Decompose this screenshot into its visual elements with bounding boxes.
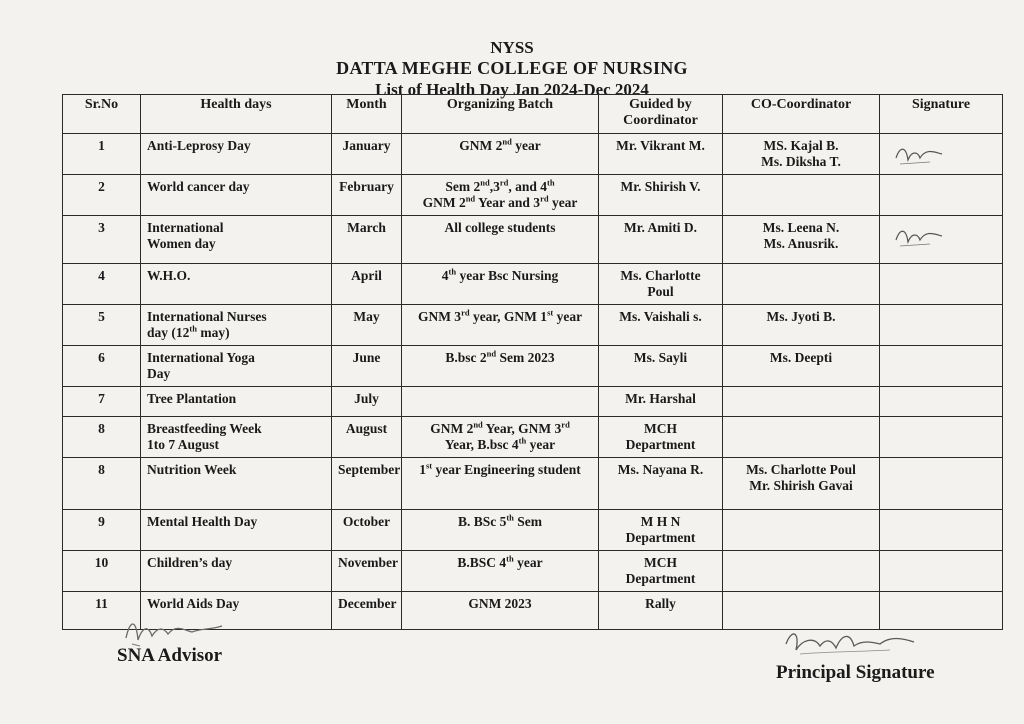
college-name: DATTA MEGHE COLLEGE OF NURSING <box>336 58 688 78</box>
organizing-batch-cell: GNM 2nd Year, GNM 3rd Year, B.bsc 4th year <box>402 417 599 458</box>
sr-no-cell: 6 <box>63 346 141 387</box>
organizing-batch-cell <box>402 387 599 417</box>
health-day-cell: Children’s day <box>141 551 332 592</box>
sr-no-cell: 7 <box>63 387 141 417</box>
month-cell: January <box>332 134 402 175</box>
sr-no-cell: 11 <box>63 592 141 630</box>
table-row <box>63 417 1003 458</box>
sr-no-cell: 8 <box>63 417 141 458</box>
co-coordinator-cell: Ms. Leena N. Ms. Anusrik. <box>723 216 880 264</box>
signature-cell <box>880 417 1003 458</box>
month-cell: February <box>332 175 402 216</box>
month-cell: December <box>332 592 402 630</box>
table-row <box>63 264 1003 305</box>
table-row <box>63 510 1003 551</box>
sr-no-cell: 10 <box>63 551 141 592</box>
guided-by-cell: Mr. Amiti D. <box>599 216 723 264</box>
co-coordinator-cell <box>723 175 880 216</box>
co-coordinator-cell <box>723 264 880 305</box>
table-header-row <box>63 95 1003 134</box>
signature-cell <box>880 346 1003 387</box>
guided-by-cell: M H N Department <box>599 510 723 551</box>
guided-by-cell: Ms. Vaishali s. <box>599 305 723 346</box>
health-day-cell: Mental Health Day <box>141 510 332 551</box>
co-coordinator-cell: MS. Kajal B. Ms. Diksha T. <box>723 134 880 175</box>
guided-by-cell: MCH Department <box>599 551 723 592</box>
principal-signature-icon <box>780 622 930 662</box>
signature-cell <box>880 216 1003 264</box>
co-coordinator-cell: Ms. Charlotte Poul Mr. Shirish Gavai <box>723 458 880 510</box>
signature-cell <box>880 264 1003 305</box>
sr-no-cell: 5 <box>63 305 141 346</box>
organizing-batch-cell: B.BSC 4th year <box>402 551 599 592</box>
guided-by-cell: Ms. Nayana R. <box>599 458 723 510</box>
sr-no-cell: 9 <box>63 510 141 551</box>
co-coordinator-cell <box>723 551 880 592</box>
month-cell: October <box>332 510 402 551</box>
organizing-batch-cell: 1st year Engineering student <box>402 458 599 510</box>
guided-by-cell: Ms. Sayli <box>599 346 723 387</box>
month-cell: August <box>332 417 402 458</box>
month-cell: September <box>332 458 402 510</box>
signature-cell <box>880 387 1003 417</box>
co-coordinator-cell <box>723 510 880 551</box>
signature-cell <box>880 305 1003 346</box>
health-day-cell: International Yoga Day <box>141 346 332 387</box>
organizing-batch-cell: GNM 2023 <box>402 592 599 630</box>
health-day-cell: World cancer day <box>141 175 332 216</box>
organizing-batch-cell: B. BSc 5th Sem <box>402 510 599 551</box>
guided-by-cell: Mr. Harshal <box>599 387 723 417</box>
initials-signature-icon <box>890 222 950 252</box>
organizing-batch-cell: GNM 3rd year, GNM 1st year <box>402 305 599 346</box>
organizing-batch-cell: 4th year Bsc Nursing <box>402 264 599 305</box>
column-header: Guided by Coordinator <box>599 95 723 134</box>
signature-cell <box>880 134 1003 175</box>
health-day-cell: W.H.O. <box>141 264 332 305</box>
month-cell: June <box>332 346 402 387</box>
month-cell: May <box>332 305 402 346</box>
health-day-cell: Nutrition Week <box>141 458 332 510</box>
table-row <box>63 387 1003 417</box>
table-body <box>63 134 1003 630</box>
principal-signature-label: Principal Signature <box>776 662 935 683</box>
co-coordinator-cell <box>723 417 880 458</box>
organizing-batch-cell: B.bsc 2nd Sem 2023 <box>402 346 599 387</box>
column-header: Signature <box>880 95 1003 134</box>
month-cell: April <box>332 264 402 305</box>
guided-by-cell: Rally <box>599 592 723 630</box>
health-day-cell: Breastfeeding Week 1to 7 August <box>141 417 332 458</box>
sna-advisor-signature-icon <box>118 610 238 650</box>
month-cell: July <box>332 387 402 417</box>
guided-by-cell: Ms. Charlotte Poul <box>599 264 723 305</box>
column-header: Sr.No <box>63 95 141 134</box>
health-days-table <box>62 94 1003 630</box>
table-row <box>63 458 1003 510</box>
column-header: Month <box>332 95 402 134</box>
signature-cell <box>880 175 1003 216</box>
guided-by-cell: Mr. Vikrant M. <box>599 134 723 175</box>
signature-cell <box>880 510 1003 551</box>
guided-by-cell: Mr. Shirish V. <box>599 175 723 216</box>
health-day-cell: World Aids Day <box>141 592 332 630</box>
health-day-cell: Tree Plantation <box>141 387 332 417</box>
co-coordinator-cell: Ms. Jyoti B. <box>723 305 880 346</box>
health-day-cell: Anti-Leprosy Day <box>141 134 332 175</box>
table-row <box>63 216 1003 264</box>
table-row <box>63 346 1003 387</box>
organizing-batch-cell: All college students <box>402 216 599 264</box>
sr-no-cell: 8 <box>63 458 141 510</box>
table-row <box>63 305 1003 346</box>
table-row <box>63 134 1003 175</box>
sr-no-cell: 1 <box>63 134 141 175</box>
signature-cell <box>880 551 1003 592</box>
initials-signature-icon <box>890 140 950 170</box>
organizing-batch-cell: Sem 2nd,3rd, and 4th GNM 2nd Year and 3rd year <box>402 175 599 216</box>
health-day-cell: International Nurses day (12th may) <box>141 305 332 346</box>
month-cell: March <box>332 216 402 264</box>
organizing-batch-cell: GNM 2nd year <box>402 134 599 175</box>
sna-advisor-label: SNA Advisor <box>117 645 223 666</box>
co-coordinator-cell <box>723 387 880 417</box>
column-header: Health days <box>141 95 332 134</box>
column-header: CO-Coordinator <box>723 95 880 134</box>
month-cell: November <box>332 551 402 592</box>
document-title: List of Health Day Jan 2024-Dec 2024 <box>375 80 649 99</box>
sr-no-cell: 2 <box>63 175 141 216</box>
guided-by-cell: MCH Department <box>599 417 723 458</box>
sr-no-cell: 4 <box>63 264 141 305</box>
sr-no-cell: 3 <box>63 216 141 264</box>
column-header: Organizing Batch <box>402 95 599 134</box>
health-day-cell: International Women day <box>141 216 332 264</box>
co-coordinator-cell: Ms. Deepti <box>723 346 880 387</box>
table-row <box>63 175 1003 216</box>
table-row <box>63 551 1003 592</box>
org-name: NYSS <box>490 38 534 57</box>
signature-cell <box>880 458 1003 510</box>
